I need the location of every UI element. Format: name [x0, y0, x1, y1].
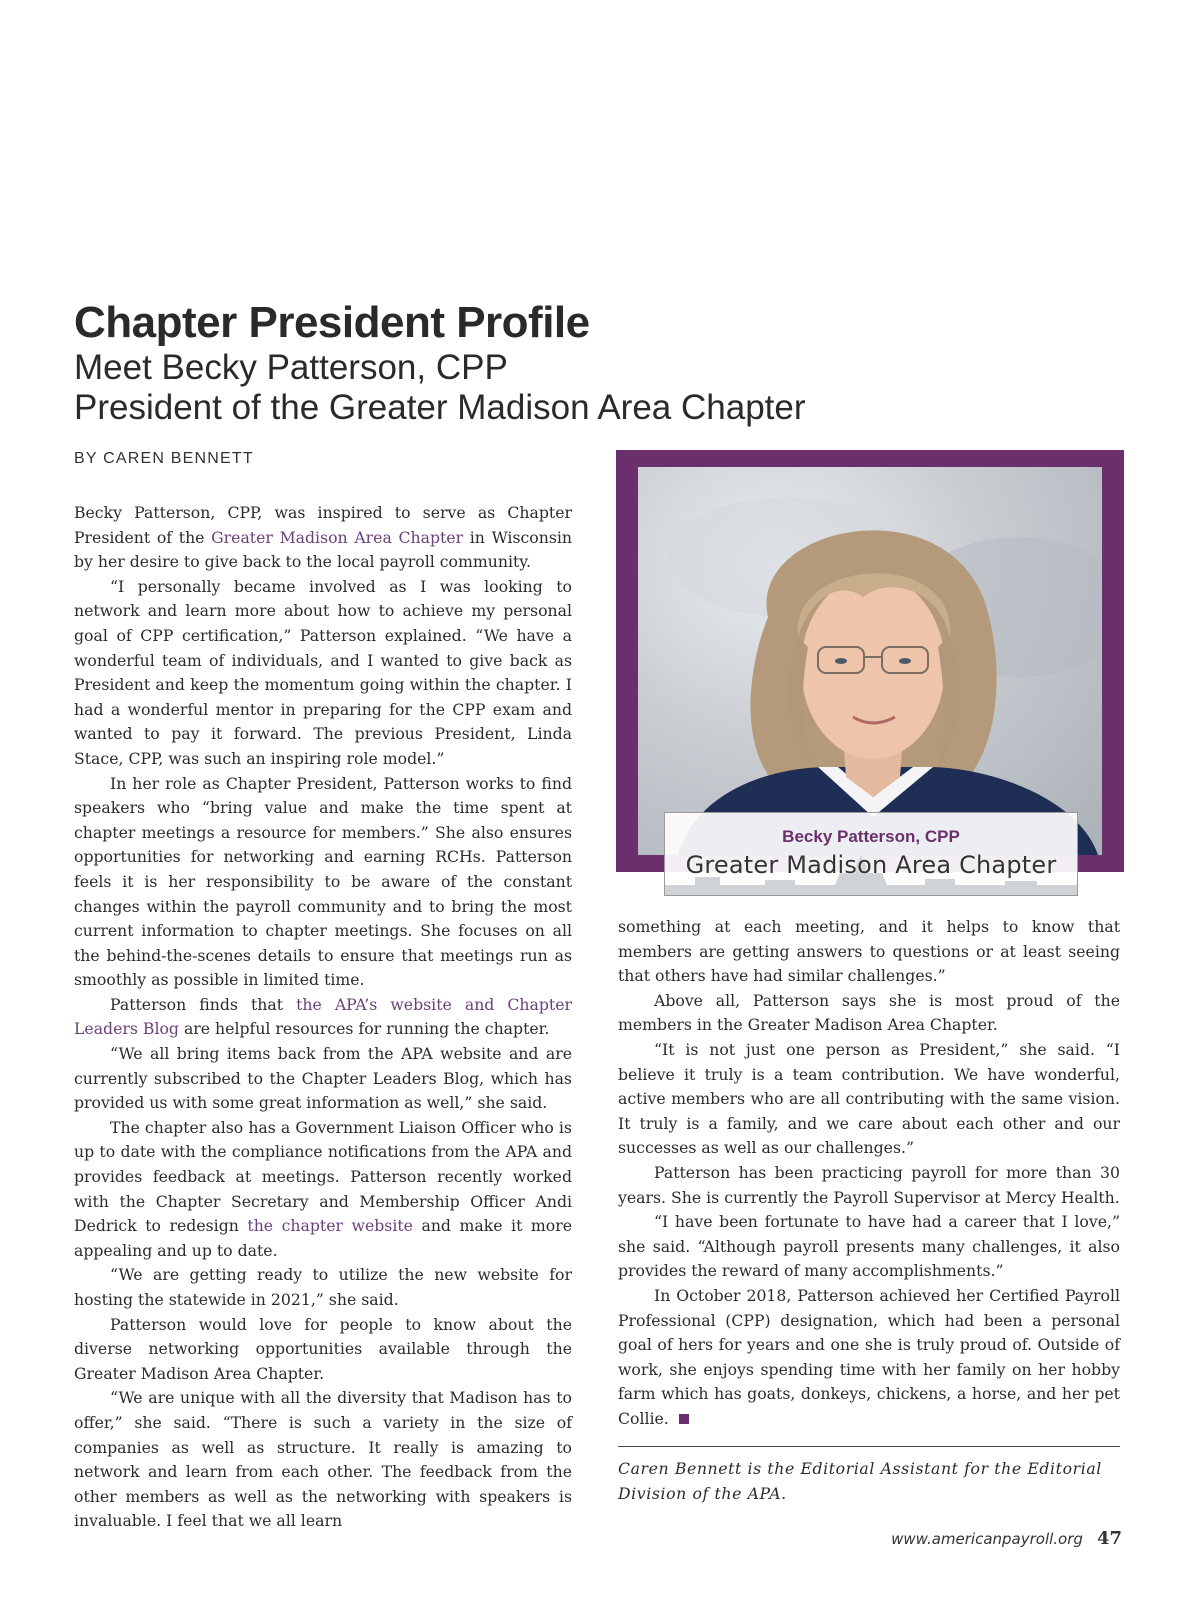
paragraph: “We are unique with all the diversity that Madison has to offer,” she said. “There is such a variety in the size of companies as well as structure. It really is amazing to network and learn from each other. The feedback from the other members as well as the networking with speakers is invaluable. I feel that we all learn	[74, 1388, 572, 1531]
paragraph: “I personally became involved as I was looking to network and learn more about how to achieve my personal goal of CPP certification,” Patterson explained. “We have a wonderful team of individuals, and I wanted to give back as President and keep the momentum going within the chapter. I had a wonderful mentor in preparing for the CPP exam and wanted to pay it forward. The previous President, Linda Stace, CPP, was such an inspiring role model.”	[74, 576, 572, 768]
paragraph: Patterson would love for people to know about the diverse networking opportunities available through the Greater Madison Area Chapter.	[74, 1314, 572, 1383]
paragraph: something at each meeting, and it helps to know that members are getting answers to questions or at least seeing that others have had similar challenges.”	[618, 917, 1120, 986]
paragraph: “We are getting ready to utilize the new website for hosting the statewide in 2021,” she said.	[74, 1265, 572, 1309]
caption-name: Becky Patterson, CPP	[782, 827, 960, 846]
paragraph: Patterson has been practicing payroll for more than 30 years. She is currently the Payroll Supervisor at Mercy Health.	[618, 1162, 1120, 1207]
paragraph-text: The chapter also has a Government Liaison Officer who is up to date with the compliance notifications from the APA and provides feedback at meetings. Patterson recently worked with the Chapter Secretary and Membership Officer Andi Dedrick to redesign	[74, 1117, 572, 1236]
photo-caption	[664, 812, 1078, 896]
right-column	[618, 915, 1120, 1507]
paragraph: “I have been fortunate to have had a career that I love,” she said. “Although payroll presents many challenges, it also provides the reward of many accomplishments.”	[618, 1212, 1120, 1281]
end-mark-icon	[679, 1414, 689, 1424]
paragraph-text: Patterson finds that	[110, 994, 297, 1014]
left-column	[74, 501, 572, 1534]
article-subtitle-name: Meet Becky Patterson, CPP	[74, 348, 508, 387]
paragraph	[74, 501, 572, 575]
article-subtitle-role: President of the Greater Madison Area Chapter	[74, 388, 806, 427]
paragraph: “We all bring items back from the APA website and are currently subscribed to the Chapter Leaders Blog, which has provided us with some great information as well,” she said.	[74, 1044, 572, 1113]
paragraph: “It is not just one person as President,” she said. “I believe it truly is a team contribution. We have wonderful, active members who are all contributing with the same vision. It truly is a family, and we care about each other and our successes as well as our challenges.”	[618, 1039, 1120, 1158]
paragraph-text: Becky Patterson, CPP, was inspired to serve as Chapter President of the	[74, 503, 572, 547]
caption-chapter: Greater Madison Area Chapter	[685, 851, 1057, 879]
paragraph	[618, 1284, 1120, 1432]
paragraph-text: In October 2018, Patterson achieved her Certified Payroll Professional (CPP) designation, which had been a personal goal of hers for years and one she is truly proud of. Outside of work, she enjoys spending time with her family on her hobby farm which has goats, donkeys, chickens, a horse, and her pet Collie.	[618, 1285, 1120, 1428]
paragraph	[74, 993, 572, 1042]
divider	[618, 1446, 1120, 1447]
page-footer	[891, 1528, 1122, 1549]
apa-website-link[interactable]: the APA’s website and Chapter Leaders Blog	[74, 994, 572, 1039]
paragraph-text: in Wisconsin by her desire to give back to the local payroll community.	[74, 527, 573, 572]
chapter-website-link[interactable]: the chapter website	[247, 1216, 413, 1236]
paragraph-text: are helpful resources for running the chapter.	[178, 1019, 550, 1039]
paragraph: Above all, Patterson says she is most proud of the members in the Greater Madison Area Chapter.	[618, 990, 1120, 1035]
profile-photo	[638, 467, 1102, 855]
portrait-illustration	[638, 467, 1102, 855]
article-title: Chapter President Profile	[74, 298, 590, 347]
profile-photo-frame	[616, 450, 1124, 879]
chapter-link[interactable]: Greater Madison Area Chapter	[211, 527, 464, 547]
footer-url[interactable]: www.americanpayroll.org	[891, 1530, 1083, 1548]
article-header	[74, 298, 1134, 428]
paragraph-text: and make it more appealing and up to date.	[74, 1216, 573, 1260]
page-number: 47	[1096, 1528, 1122, 1549]
author-bio: Caren Bennett is the Editorial Assistant for the Editorial Division of the APA.	[618, 1459, 1102, 1504]
paragraph	[74, 1116, 572, 1264]
byline: BY CAREN BENNETT	[74, 450, 254, 467]
paragraph: In her role as Chapter President, Patterson works to find speakers who “bring value and make the time spent at chapter meetings a resource for members.” She also ensures opportunities for networking and earning RCHs. Patterson feels it is her responsibility to be aware of the constant changes within the payroll community and to bring the most current information to chapter meetings. She focuses on all the behind-the-scenes details to ensure that meetings run as smoothly as possible in limited time.	[74, 773, 572, 990]
